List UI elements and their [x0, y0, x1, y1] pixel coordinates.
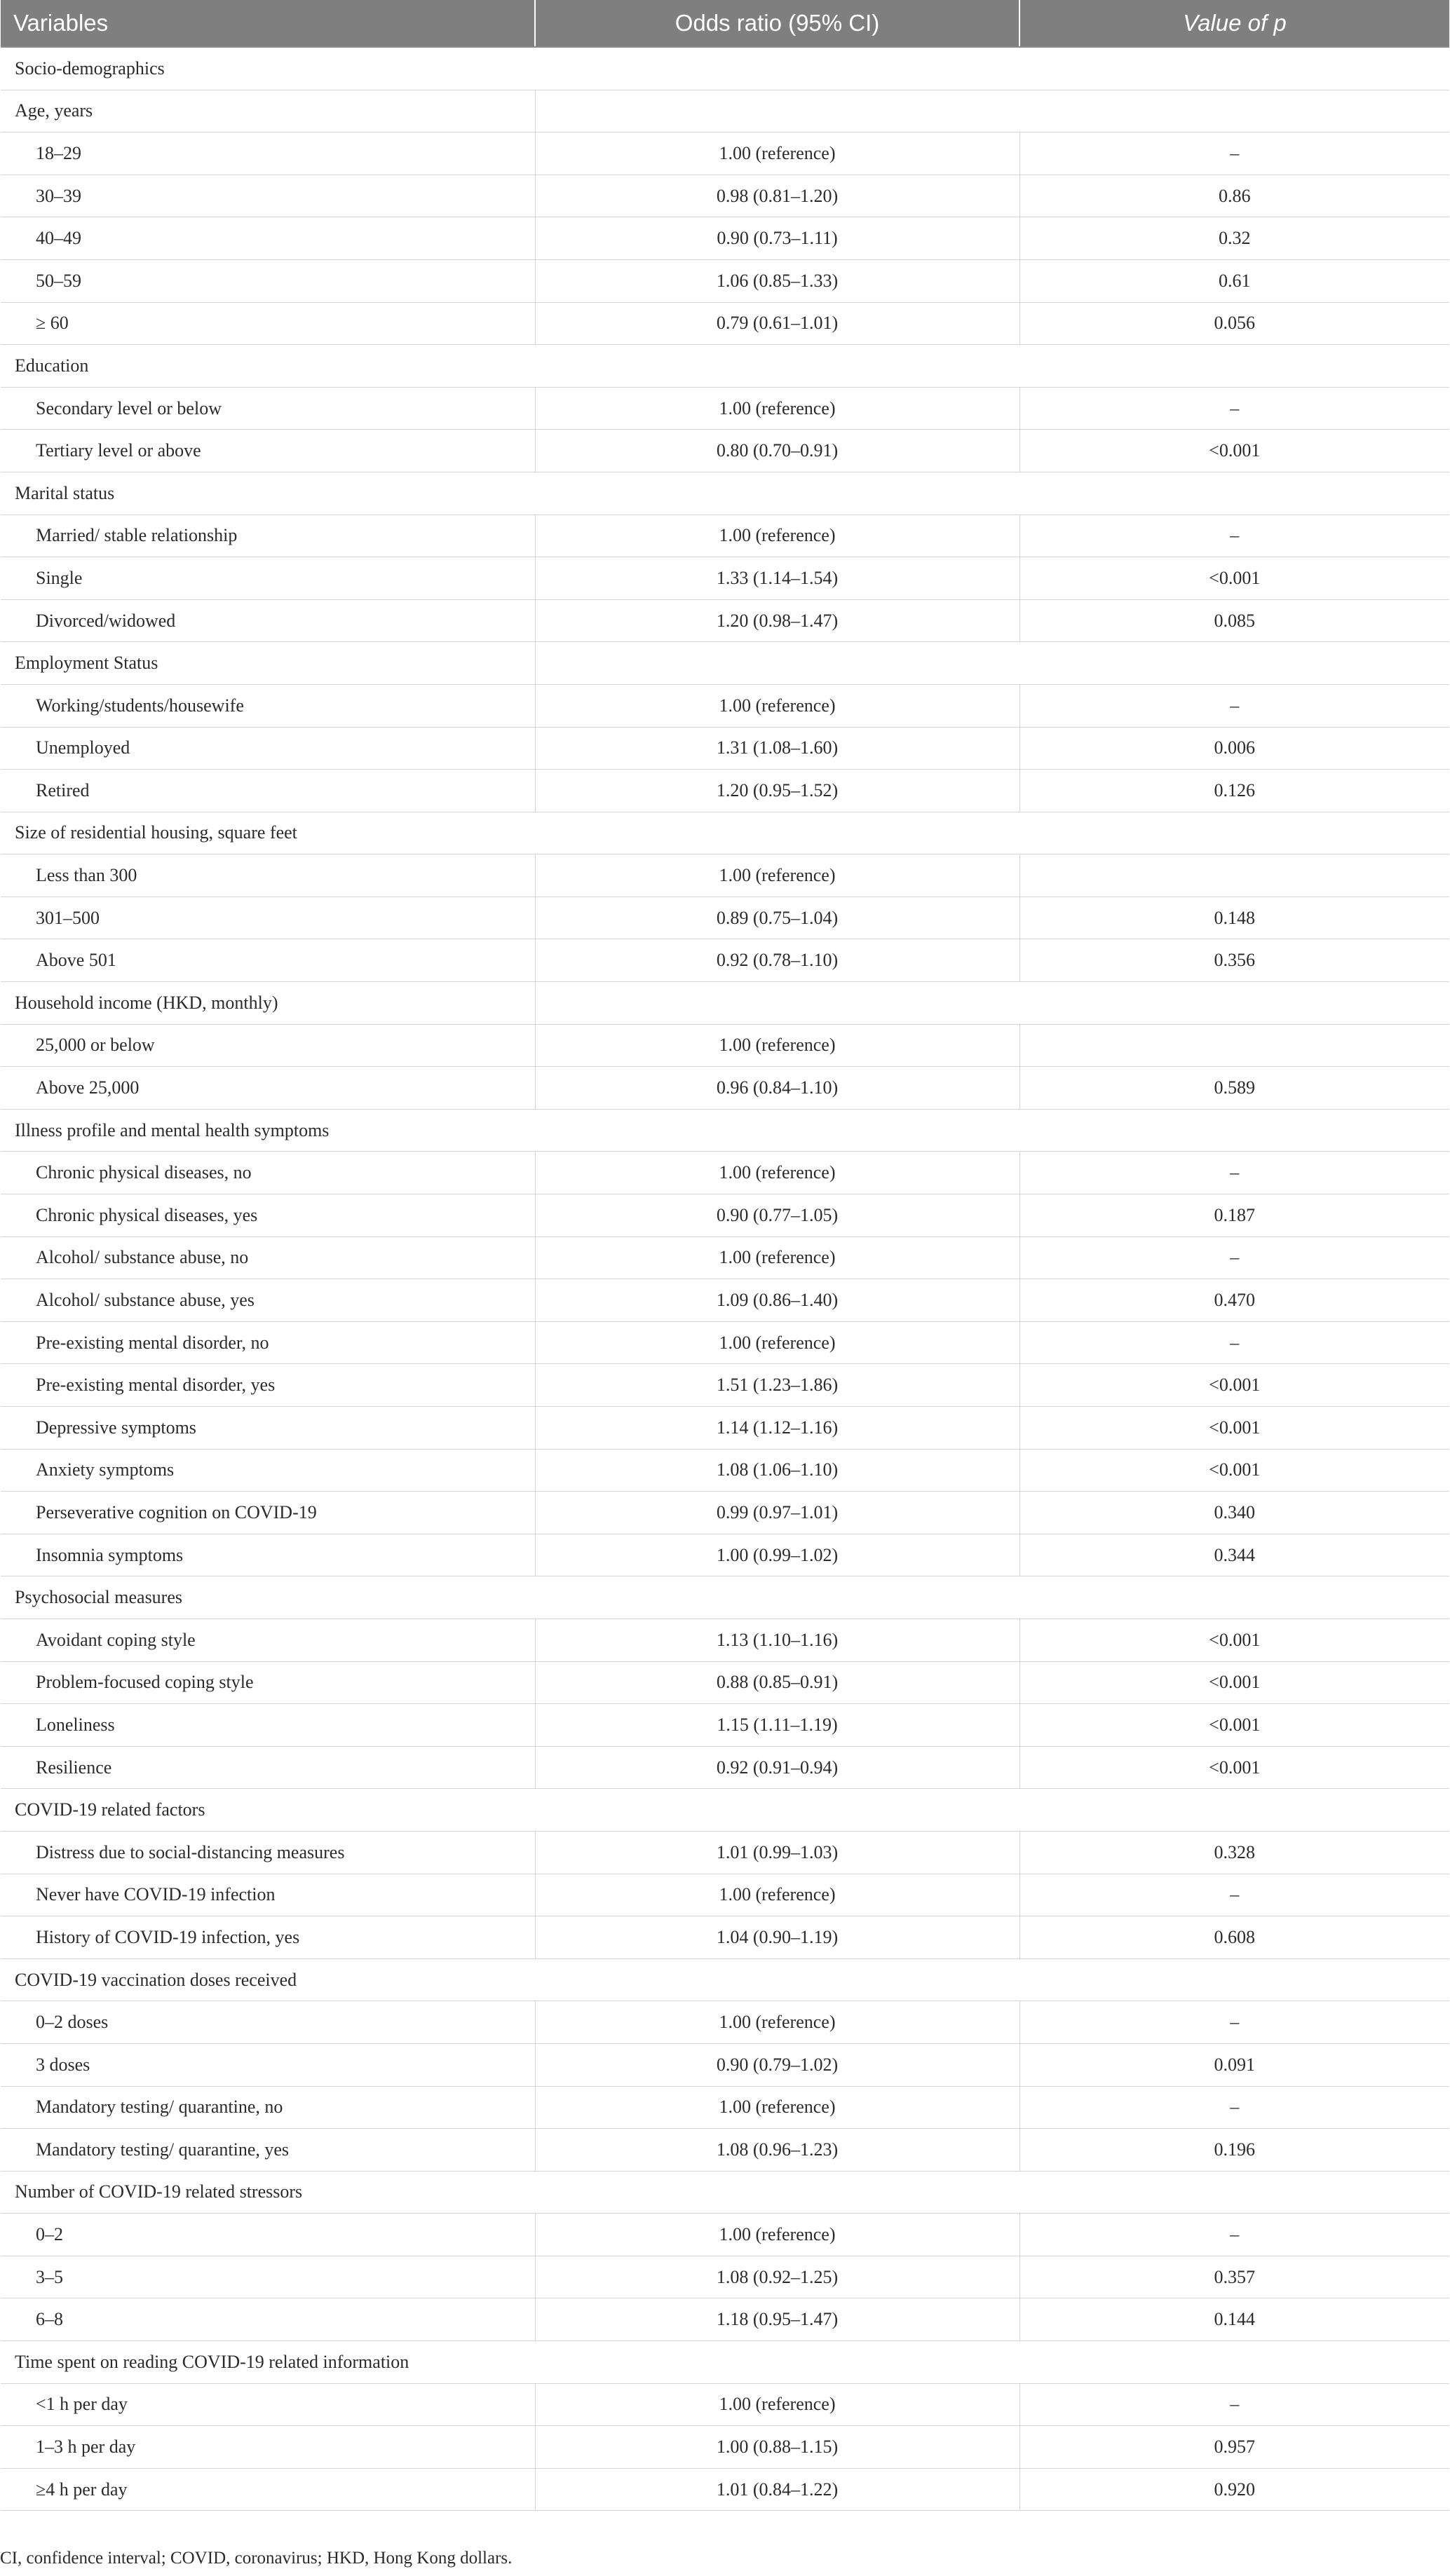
p-value-cell: 0.340 — [1019, 1492, 1449, 1534]
odds-ratio-cell: 1.09 (0.86–1.40) — [535, 1279, 1019, 1322]
table-row — [1, 727, 1449, 770]
variable-cell: 18–29 — [1, 132, 535, 175]
variable-cell: 0–2 — [1, 2214, 535, 2256]
p-value-cell: <0.001 — [1019, 1449, 1449, 1492]
odds-ratio-cell: 1.00 (reference) — [535, 514, 1019, 557]
p-value-cell: 0.957 — [1019, 2426, 1449, 2469]
p-value-cell: 0.148 — [1019, 897, 1449, 939]
category-row — [1, 1789, 1449, 1832]
table-row — [1, 897, 1449, 939]
table-row — [1, 1916, 1449, 1959]
p-value-cell: 0.085 — [1019, 599, 1449, 642]
category-row — [1, 1576, 1449, 1619]
variable-cell: Chronic physical diseases, no — [1, 1152, 535, 1194]
table-row — [1, 684, 1449, 727]
variable-cell: Alcohol/ substance abuse, yes — [1, 1279, 535, 1322]
variable-cell: Alcohol/ substance abuse, no — [1, 1236, 535, 1279]
odds-ratio-cell: 1.14 (1.12–1.16) — [535, 1407, 1019, 1450]
odds-ratio-cell: 0.98 (0.81–1.20) — [535, 175, 1019, 217]
p-value-cell: 0.006 — [1019, 727, 1449, 770]
table-row — [1, 514, 1449, 557]
odds-ratio-cell: 1.31 (1.08–1.60) — [535, 727, 1019, 770]
table-row — [1, 2256, 1449, 2298]
table-row — [1, 854, 1449, 897]
p-value-cell: 0.056 — [1019, 302, 1449, 345]
variable-cell: 6–8 — [1, 2298, 535, 2341]
table-header — [1, 0, 1449, 47]
variable-cell: 50–59 — [1, 259, 535, 302]
category-row — [1, 2171, 1449, 2214]
odds-ratio-cell: 0.88 (0.85–0.91) — [535, 1661, 1019, 1704]
p-value-cell: – — [1019, 1152, 1449, 1194]
odds-ratio-cell: 0.92 (0.78–1.10) — [535, 939, 1019, 982]
p-value-cell — [1019, 1024, 1449, 1067]
table-row — [1, 1492, 1449, 1534]
p-value-cell: <0.001 — [1019, 1364, 1449, 1407]
variable-cell: Working/students/housewife — [1, 684, 535, 727]
odds-ratio-cell: 1.00 (reference) — [535, 684, 1019, 727]
p-value-cell: – — [1019, 2214, 1449, 2256]
table-row — [1, 217, 1449, 260]
table-row — [1, 2086, 1449, 2129]
category-row — [1, 2341, 1449, 2384]
category-row — [1, 345, 1449, 388]
p-value-cell: 0.32 — [1019, 217, 1449, 260]
p-value-cell: – — [1019, 514, 1449, 557]
variable-cell: Chronic physical diseases, yes — [1, 1194, 535, 1237]
variable-cell: Mandatory testing/ quarantine, yes — [1, 2129, 535, 2172]
header-variables: Variables — [1, 0, 535, 47]
table-row — [1, 1534, 1449, 1576]
category-label: Age, years — [1, 90, 535, 132]
p-value-cell: – — [1019, 1321, 1449, 1364]
odds-ratio-cell: 1.06 (0.85–1.33) — [535, 259, 1019, 302]
table-footnote: CI, confidence interval; COVID, coronavirus; HKD, Hong Kong dollars. — [0, 2549, 513, 2568]
table-row — [1, 2426, 1449, 2469]
variable-cell: 30–39 — [1, 175, 535, 217]
odds-ratio-cell: 1.15 (1.11–1.19) — [535, 1704, 1019, 1747]
table-row — [1, 1407, 1449, 1450]
p-value-cell: 0.144 — [1019, 2298, 1449, 2341]
p-value-cell: 0.920 — [1019, 2468, 1449, 2511]
odds-ratio-cell: 1.18 (0.95–1.47) — [535, 2298, 1019, 2341]
variable-cell: 3–5 — [1, 2256, 535, 2298]
category-label: Number of COVID-19 related stressors — [1, 2171, 1449, 2214]
category-label: Marital status — [1, 472, 1449, 514]
variable-cell: Insomnia symptoms — [1, 1534, 535, 1576]
table-row — [1, 1321, 1449, 1364]
odds-ratio-cell: 1.01 (0.84–1.22) — [535, 2468, 1019, 2511]
category-label: Socio-demographics — [1, 47, 1449, 90]
table-row — [1, 1831, 1449, 1874]
odds-ratio-cell: 1.51 (1.23–1.86) — [535, 1364, 1019, 1407]
p-value-cell: – — [1019, 387, 1449, 430]
p-value-cell: <0.001 — [1019, 1704, 1449, 1747]
odds-ratio-cell: 0.80 (0.70–0.91) — [535, 430, 1019, 472]
odds-ratio-cell: 1.20 (0.95–1.52) — [535, 770, 1019, 812]
table-row — [1, 387, 1449, 430]
category-label: Education — [1, 345, 1449, 388]
category-label: Time spent on reading COVID-19 related information — [1, 2341, 1449, 2384]
category-label: Employment Status — [1, 642, 535, 685]
variable-cell: 301–500 — [1, 897, 535, 939]
variable-cell: Pre-existing mental disorder, no — [1, 1321, 535, 1364]
odds-ratio-cell: 0.90 (0.77–1.05) — [535, 1194, 1019, 1237]
p-value-cell: 0.187 — [1019, 1194, 1449, 1237]
header-p-value: Value of p — [1019, 0, 1449, 47]
table-row — [1, 1194, 1449, 1237]
table-row — [1, 175, 1449, 217]
p-value-cell: <0.001 — [1019, 430, 1449, 472]
table-row — [1, 939, 1449, 982]
table-row — [1, 1874, 1449, 1916]
variable-cell: Avoidant coping style — [1, 1618, 535, 1661]
p-value-cell: 0.126 — [1019, 770, 1449, 812]
odds-ratio-cell: 0.96 (0.84–1.10) — [535, 1067, 1019, 1110]
category-row — [1, 472, 1449, 514]
variable-cell: Divorced/widowed — [1, 599, 535, 642]
table-row — [1, 1067, 1449, 1110]
variable-cell: Problem-focused coping style — [1, 1661, 535, 1704]
odds-ratio-cell: 1.00 (0.88–1.15) — [535, 2426, 1019, 2469]
p-value-cell — [1019, 854, 1449, 897]
odds-ratio-cell: 1.00 (reference) — [535, 1874, 1019, 1916]
variable-cell: Unemployed — [1, 727, 535, 770]
category-row — [1, 1109, 1449, 1152]
table-row — [1, 1236, 1449, 1279]
odds-ratio-cell: 1.33 (1.14–1.54) — [535, 557, 1019, 600]
table-row — [1, 2214, 1449, 2256]
variable-cell: 40–49 — [1, 217, 535, 260]
table-row — [1, 557, 1449, 600]
odds-ratio-cell: 0.90 (0.79–1.02) — [535, 2043, 1019, 2086]
odds-ratio-cell: 0.90 (0.73–1.11) — [535, 217, 1019, 260]
category-label: Household income (HKD, monthly) — [1, 982, 535, 1025]
p-value-cell: <0.001 — [1019, 1618, 1449, 1661]
table-row — [1, 1746, 1449, 1789]
variable-cell: Depressive symptoms — [1, 1407, 535, 1450]
table-row — [1, 1618, 1449, 1661]
category-label: Size of residential housing, square feet — [1, 812, 1449, 854]
variable-cell: 3 doses — [1, 2043, 535, 2086]
odds-ratio-cell: 0.79 (0.61–1.01) — [535, 302, 1019, 345]
table-row — [1, 1279, 1449, 1322]
category-row — [1, 812, 1449, 854]
empty-cell — [535, 642, 1449, 685]
p-value-cell: 0.61 — [1019, 259, 1449, 302]
p-value-cell: <0.001 — [1019, 557, 1449, 600]
category-row — [1, 642, 1449, 685]
table-row — [1, 1704, 1449, 1747]
table-row — [1, 1449, 1449, 1492]
header-odds-ratio: Odds ratio (95% CI) — [535, 0, 1019, 47]
variable-cell: Above 25,000 — [1, 1067, 535, 1110]
p-value-cell: <0.001 — [1019, 1746, 1449, 1789]
variable-cell: Anxiety symptoms — [1, 1449, 535, 1492]
table-row — [1, 599, 1449, 642]
category-label: COVID-19 related factors — [1, 1789, 1449, 1832]
category-label: Psychosocial measures — [1, 1576, 1449, 1619]
p-value-cell: 0.344 — [1019, 1534, 1449, 1576]
variable-cell: Distress due to social-distancing measures — [1, 1831, 535, 1874]
table-row — [1, 2043, 1449, 2086]
table-body — [1, 47, 1449, 2511]
variable-cell: Secondary level or below — [1, 387, 535, 430]
p-value-cell: – — [1019, 2086, 1449, 2129]
table-row — [1, 770, 1449, 812]
category-row — [1, 982, 1449, 1025]
p-value-cell: 0.470 — [1019, 1279, 1449, 1322]
variable-cell: Retired — [1, 770, 535, 812]
odds-ratio-cell: 0.99 (0.97–1.01) — [535, 1492, 1019, 1534]
p-value-cell: 0.357 — [1019, 2256, 1449, 2298]
table-row — [1, 259, 1449, 302]
odds-ratio-cell: 1.00 (reference) — [535, 1321, 1019, 1364]
table-row — [1, 1661, 1449, 1704]
table-row — [1, 1024, 1449, 1067]
p-value-cell: 0.196 — [1019, 2129, 1449, 2172]
table-row — [1, 430, 1449, 472]
odds-ratio-cell: 1.00 (reference) — [535, 1024, 1019, 1067]
p-value-cell: 0.356 — [1019, 939, 1449, 982]
variable-cell: 25,000 or below — [1, 1024, 535, 1067]
variable-cell: Less than 300 — [1, 854, 535, 897]
p-value-cell: 0.091 — [1019, 2043, 1449, 2086]
variable-cell: Tertiary level or above — [1, 430, 535, 472]
table-row — [1, 302, 1449, 345]
odds-ratio-cell: 1.08 (0.92–1.25) — [535, 2256, 1019, 2298]
category-row — [1, 90, 1449, 132]
odds-ratio-cell: 0.92 (0.91–0.94) — [535, 1746, 1019, 1789]
p-value-cell: – — [1019, 2001, 1449, 2044]
odds-ratio-cell: 1.04 (0.90–1.19) — [535, 1916, 1019, 1959]
variable-cell: Above 501 — [1, 939, 535, 982]
p-value-cell: 0.328 — [1019, 1831, 1449, 1874]
p-value-cell: – — [1019, 684, 1449, 727]
variable-cell: Perseverative cognition on COVID-19 — [1, 1492, 535, 1534]
variable-cell: Mandatory testing/ quarantine, no — [1, 2086, 535, 2129]
table-row — [1, 2129, 1449, 2172]
p-value-cell: – — [1019, 1236, 1449, 1279]
p-value-cell: <0.001 — [1019, 1661, 1449, 1704]
variable-cell: Resilience — [1, 1746, 535, 1789]
odds-ratio-cell: 1.00 (reference) — [535, 1152, 1019, 1194]
empty-cell — [535, 90, 1449, 132]
variable-cell: 0–2 doses — [1, 2001, 535, 2044]
table-row — [1, 2001, 1449, 2044]
odds-ratio-cell: 1.00 (reference) — [535, 387, 1019, 430]
table-row — [1, 1364, 1449, 1407]
variable-cell: History of COVID-19 infection, yes — [1, 1916, 535, 1959]
table-row — [1, 1152, 1449, 1194]
variable-cell: Single — [1, 557, 535, 600]
p-value-cell: 0.86 — [1019, 175, 1449, 217]
p-value-cell: – — [1019, 132, 1449, 175]
table-row — [1, 2468, 1449, 2511]
table-row — [1, 2298, 1449, 2341]
odds-ratio-cell: 1.00 (reference) — [535, 1236, 1019, 1279]
odds-ratio-cell: 1.00 (reference) — [535, 854, 1019, 897]
p-value-cell: – — [1019, 2383, 1449, 2426]
odds-ratio-cell: 1.00 (reference) — [535, 132, 1019, 175]
category-row — [1, 47, 1449, 90]
odds-ratio-cell: 1.00 (reference) — [535, 2383, 1019, 2426]
odds-ratio-cell: 1.01 (0.99–1.03) — [535, 1831, 1019, 1874]
odds-ratio-cell: 1.20 (0.98–1.47) — [535, 599, 1019, 642]
odds-ratio-cell: 0.89 (0.75–1.04) — [535, 897, 1019, 939]
category-label: Illness profile and mental health symptoms — [1, 1109, 1449, 1152]
odds-ratio-cell: 1.00 (reference) — [535, 2214, 1019, 2256]
category-row — [1, 1958, 1449, 2001]
variable-cell: Pre-existing mental disorder, yes — [1, 1364, 535, 1407]
variable-cell: 1–3 h per day — [1, 2426, 535, 2469]
empty-cell — [535, 982, 1449, 1025]
category-label: COVID-19 vaccination doses received — [1, 1958, 1449, 2001]
odds-ratio-cell: 1.00 (reference) — [535, 2001, 1019, 2044]
odds-ratio-cell: 1.13 (1.10–1.16) — [535, 1618, 1019, 1661]
p-value-cell: <0.001 — [1019, 1407, 1449, 1450]
variable-cell: Never have COVID-19 infection — [1, 1874, 535, 1916]
table-row — [1, 2383, 1449, 2426]
odds-ratio-cell: 1.00 (0.99–1.02) — [535, 1534, 1019, 1576]
table-row — [1, 132, 1449, 175]
variable-cell: Loneliness — [1, 1704, 535, 1747]
variable-cell: ≥ 60 — [1, 302, 535, 345]
odds-ratio-cell: 1.08 (1.06–1.10) — [535, 1449, 1019, 1492]
variable-cell: ≥4 h per day — [1, 2468, 535, 2511]
odds-ratio-table — [1, 0, 1449, 2511]
p-value-cell: – — [1019, 1874, 1449, 1916]
variable-cell: Married/ stable relationship — [1, 514, 535, 557]
header-row — [1, 0, 1449, 47]
p-value-cell: 0.589 — [1019, 1067, 1449, 1110]
odds-ratio-cell: 1.00 (reference) — [535, 2086, 1019, 2129]
p-value-cell: 0.608 — [1019, 1916, 1449, 1959]
variable-cell: <1 h per day — [1, 2383, 535, 2426]
odds-ratio-cell: 1.08 (0.96–1.23) — [535, 2129, 1019, 2172]
